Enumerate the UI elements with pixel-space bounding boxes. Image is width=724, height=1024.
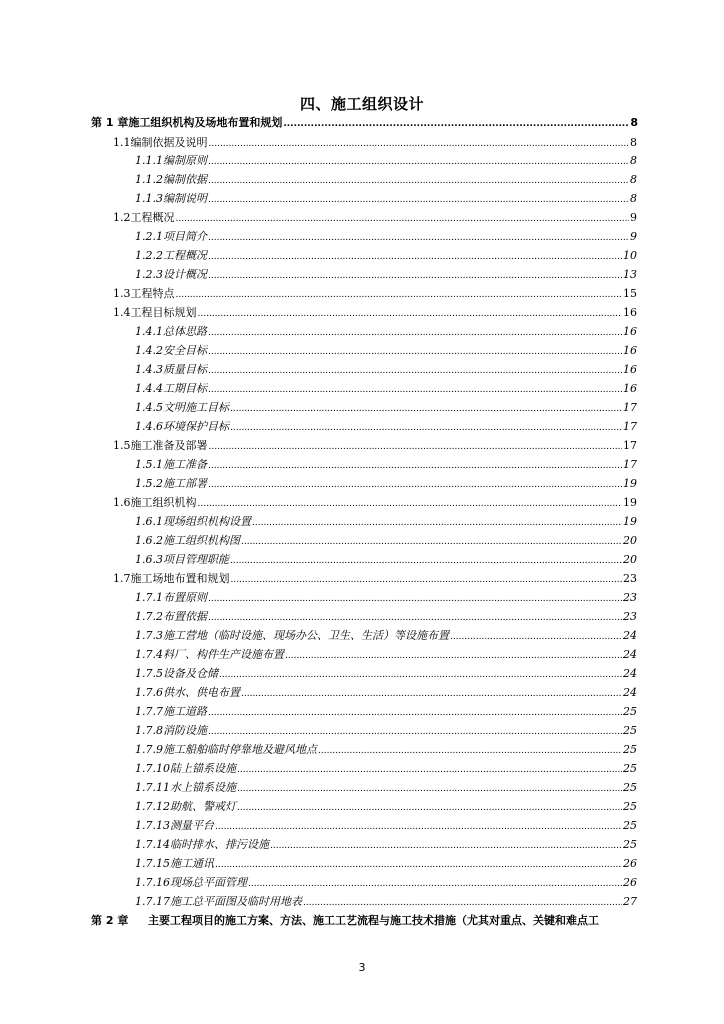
- toc-number: 1.6.3: [135, 553, 163, 566]
- toc-title: 施工准备及部署: [130, 439, 208, 452]
- toc-number: 1.7.6: [135, 686, 163, 699]
- toc-chapter-1[interactable]: [91, 113, 638, 132]
- toc-subsection-1-7-3[interactable]: [135, 626, 637, 645]
- toc-page-number: 26: [623, 876, 637, 889]
- toc-title: 总体思路: [163, 325, 207, 338]
- toc-subsection-1-7-8[interactable]: [135, 721, 637, 740]
- toc-title: 主要工程项目的施工方案、方法、施工工艺流程与施工技术措施（尤其对重点、关键和难点工: [148, 914, 599, 927]
- toc-subsection-1-7-6[interactable]: [135, 683, 637, 702]
- page-title: 四、施工组织设计: [299, 95, 424, 113]
- toc-title: 施工准备: [163, 458, 207, 471]
- toc-section-1-4[interactable]: [113, 303, 637, 322]
- toc-page-number: 23: [623, 572, 637, 585]
- toc-subsection-1-7-10[interactable]: [135, 759, 637, 778]
- toc-page-number: 8: [630, 116, 638, 129]
- toc-number: 1.4.1: [135, 325, 163, 338]
- toc-number: 1.7.17: [135, 895, 170, 908]
- toc-title: 施工部署: [163, 477, 207, 490]
- toc-subsection-1-7-9[interactable]: [135, 740, 637, 759]
- toc-page-number: 8: [630, 136, 637, 149]
- toc-page-number: 25: [623, 743, 637, 756]
- toc-subsection-1-7-17[interactable]: [135, 892, 637, 911]
- toc-title: 施工船舶临时停靠地及避风地点: [163, 743, 317, 756]
- toc-number: 1.6.1: [135, 515, 163, 528]
- toc-number: 1.3: [113, 287, 131, 300]
- toc-page-number: 25: [623, 781, 637, 794]
- toc-subsection-1-4-4[interactable]: [135, 379, 637, 398]
- toc-title: 编制原则: [163, 154, 207, 167]
- toc-page-number: 8: [630, 173, 637, 186]
- toc-number: 1.7.1: [135, 591, 163, 604]
- toc-number: 1.1.3: [135, 192, 163, 205]
- toc-page-number: 9: [630, 230, 637, 243]
- toc-number: 1.1.1: [135, 154, 163, 167]
- toc-section-1-5[interactable]: [113, 436, 637, 455]
- toc-title: 水上锚系设施: [170, 781, 236, 794]
- toc-number: 1.1: [113, 136, 131, 149]
- toc-number: 1.7.2: [135, 610, 163, 623]
- toc-page-number: 17: [623, 420, 637, 433]
- toc-section-1-6[interactable]: [113, 493, 637, 512]
- toc-title: 编制依据: [163, 173, 207, 186]
- toc-subsection-1-7-15[interactable]: [135, 854, 637, 873]
- toc-title: 布置原则: [163, 591, 207, 604]
- toc-title: 编制依据及说明: [130, 136, 208, 149]
- toc-chapter-2[interactable]: [91, 911, 638, 930]
- dot-leader: [208, 474, 622, 493]
- toc-number: 1.5.2: [135, 477, 163, 490]
- toc-number: 1.7.8: [135, 724, 163, 737]
- toc-title: 现场组织机构设置: [163, 515, 251, 528]
- toc-number: 1.4.3: [135, 363, 163, 376]
- toc-number: 1.6: [113, 496, 131, 509]
- toc-title: 消防设施: [163, 724, 207, 737]
- toc-page-number: 25: [623, 762, 637, 775]
- toc-title: 施工道路: [163, 705, 207, 718]
- toc-subsection-1-4-2[interactable]: [135, 341, 637, 360]
- toc-page-number: 19: [623, 496, 637, 509]
- toc-title: 项目管理职能: [163, 553, 229, 566]
- dot-leader: [209, 436, 623, 455]
- dot-leader: [208, 151, 629, 170]
- toc-number: 1.4.5: [135, 401, 163, 414]
- toc-section-1-2[interactable]: [113, 208, 637, 227]
- dot-leader: [219, 664, 622, 683]
- toc-title: 工程特点: [130, 287, 175, 300]
- toc-title: 施工组织机构及场地布置和规划: [128, 116, 283, 129]
- toc-number: 1.2.2: [135, 249, 163, 262]
- dot-leader: [208, 341, 622, 360]
- dot-leader: [208, 265, 622, 284]
- toc-number: 第 1 章: [91, 116, 129, 129]
- toc-subsection-1-1-1[interactable]: [135, 151, 637, 170]
- toc-title: 测量平台: [170, 819, 214, 832]
- toc-subsection-1-2-2[interactable]: [135, 246, 637, 265]
- toc-subsection-1-1-2[interactable]: [135, 170, 637, 189]
- dot-leader: [248, 873, 622, 892]
- toc-number: 1.4.6: [135, 420, 163, 433]
- toc-title: 项目简介: [163, 230, 207, 243]
- dot-leader: [237, 759, 622, 778]
- toc-subsection-1-7-16[interactable]: [135, 873, 637, 892]
- toc-page-number: 10: [623, 249, 637, 262]
- toc-title: 临时排水、排污设施: [170, 838, 269, 851]
- dot-leader: [230, 550, 622, 569]
- toc-number: 1.7.3: [135, 629, 163, 642]
- toc-subsection-1-6-2[interactable]: [135, 531, 637, 550]
- dot-leader: [237, 797, 622, 816]
- toc-page-number: 16: [623, 344, 637, 357]
- toc-page-number: 25: [623, 724, 637, 737]
- toc-title: 文明施工目标: [163, 401, 229, 414]
- toc-subsection-1-7-2[interactable]: [135, 607, 637, 626]
- toc-subsection-1-7-13[interactable]: [135, 816, 637, 835]
- toc-number: 1.5: [113, 439, 131, 452]
- toc-subsection-1-4-1[interactable]: [135, 322, 637, 341]
- dot-leader: [198, 493, 623, 512]
- toc-subsection-1-7-7[interactable]: [135, 702, 637, 721]
- toc-number: 1.2: [113, 211, 131, 224]
- dot-leader: [208, 702, 622, 721]
- toc-subsection-1-7-11[interactable]: [135, 778, 637, 797]
- toc-title: 施工总平面图及临时用地表: [170, 895, 302, 908]
- toc-page-number: 9: [630, 211, 637, 224]
- dot-leader: [215, 816, 622, 835]
- toc-page-number: 16: [623, 325, 637, 338]
- toc-number: 第 2 章: [91, 914, 129, 927]
- toc-subsection-1-6-3[interactable]: [135, 550, 637, 569]
- toc-section-1-1[interactable]: [113, 133, 637, 152]
- toc-title: 供水、供电布置: [163, 686, 240, 699]
- toc-subsection-1-2-3[interactable]: [135, 265, 637, 284]
- toc-page-number: 20: [623, 534, 637, 547]
- toc-title: 施工组织机构图: [163, 534, 240, 547]
- dot-leader: [208, 588, 622, 607]
- toc-number: 1.4.4: [135, 382, 163, 395]
- toc-title: 施工通讯: [170, 857, 214, 870]
- dot-leader: [230, 417, 622, 436]
- toc-title: 施工场地布置和规划: [130, 572, 230, 585]
- dot-leader: [283, 113, 629, 132]
- dot-leader: [208, 455, 622, 474]
- toc-page-number: 20: [623, 553, 637, 566]
- toc-title: 现场总平面管理: [170, 876, 247, 889]
- toc-page-number: 25: [623, 705, 637, 718]
- dot-leader: [241, 531, 622, 550]
- toc-title: 安全目标: [163, 344, 207, 357]
- toc-subsection-1-4-3[interactable]: [135, 360, 637, 379]
- toc-subsection-1-2-1[interactable]: [135, 227, 637, 246]
- toc-title: 质量目标: [163, 363, 207, 376]
- toc-title: 设计概况: [163, 268, 207, 281]
- toc-page-number: 25: [623, 800, 637, 813]
- toc-page-number: 16: [623, 363, 637, 376]
- toc-number: 1.7.12: [135, 800, 170, 813]
- toc-page-number: 8: [630, 154, 637, 167]
- dot-leader: [270, 835, 622, 854]
- toc-title: 编制说明: [163, 192, 207, 205]
- toc-subsection-1-1-3[interactable]: [135, 189, 637, 208]
- toc-page-number: 16: [623, 382, 637, 395]
- dot-leader: [208, 246, 622, 265]
- toc-page-number: 16: [623, 306, 637, 319]
- toc-title: 工期目标: [163, 382, 207, 395]
- dot-leader: [303, 892, 622, 911]
- toc-number: 1.6.2: [135, 534, 163, 547]
- toc-subsection-1-4-5[interactable]: [135, 398, 637, 417]
- toc-page-number: 24: [623, 629, 637, 642]
- toc-page-number: 19: [623, 477, 637, 490]
- toc-subsection-1-7-5[interactable]: [135, 664, 637, 683]
- toc-title: 陆上锚系设施: [170, 762, 236, 775]
- dot-leader: [230, 398, 622, 417]
- dot-leader: [285, 645, 622, 664]
- toc-subsection-1-6-1[interactable]: [135, 512, 637, 531]
- dot-leader: [208, 189, 629, 208]
- toc-number: 1.7.10: [135, 762, 170, 775]
- dot-leader: [198, 303, 623, 322]
- toc-number: 1.5.1: [135, 458, 163, 471]
- toc-number: 1.7.11: [135, 781, 170, 794]
- dot-leader: [237, 778, 622, 797]
- toc-page-number: 8: [630, 192, 637, 205]
- dot-leader: [241, 683, 622, 702]
- toc-title: 设备及仓储: [163, 667, 218, 680]
- toc-title: 施工营地（临时设施、现场办公、卫生、生活）等设施布置: [163, 629, 449, 642]
- toc-page-number: 19: [623, 515, 637, 528]
- dot-leader: [252, 512, 622, 531]
- toc-page-number: 26: [623, 857, 637, 870]
- toc-number: 1.7.16: [135, 876, 170, 889]
- page-number: 3: [358, 961, 366, 974]
- toc-number: 1.2.3: [135, 268, 163, 281]
- toc-title: 工程目标规划: [130, 306, 197, 319]
- dot-leader: [215, 854, 622, 873]
- dot-leader: [176, 284, 623, 303]
- toc-page-number: 17: [623, 401, 637, 414]
- toc-page-number: 23: [623, 610, 637, 623]
- toc-title: 工程概况: [130, 211, 175, 224]
- toc-number: 1.4: [113, 306, 131, 319]
- dot-leader: [208, 379, 622, 398]
- toc-page-number: 23: [623, 591, 637, 604]
- dot-leader: [208, 170, 629, 189]
- toc-subsection-1-7-1[interactable]: [135, 588, 637, 607]
- toc-title: 施工组织机构: [130, 496, 197, 509]
- toc-subsection-1-5-1[interactable]: [135, 455, 637, 474]
- toc-page-number: 17: [623, 458, 637, 471]
- toc-subsection-1-7-4[interactable]: [135, 645, 637, 664]
- dot-leader: [318, 740, 622, 759]
- toc-page-number: 24: [623, 648, 637, 661]
- toc-page-number: 24: [623, 667, 637, 680]
- dot-leader: [208, 322, 622, 341]
- toc-section-1-3[interactable]: [113, 284, 637, 303]
- toc-number: 1.7.4: [135, 648, 163, 661]
- dot-leader: [231, 569, 623, 588]
- dot-leader: [208, 227, 629, 246]
- toc-title: 助航、警戒灯: [170, 800, 236, 813]
- toc-subsection-1-7-12[interactable]: [135, 797, 637, 816]
- toc-subsection-1-5-2[interactable]: [135, 474, 637, 493]
- dot-leader: [208, 721, 622, 740]
- toc-title: 布置依据: [163, 610, 207, 623]
- toc-number: 1.7.7: [135, 705, 163, 718]
- toc-number: 1.7.14: [135, 838, 170, 851]
- toc-section-1-7[interactable]: [113, 569, 637, 588]
- toc-page-number: 13: [623, 268, 637, 281]
- dot-leader: [208, 607, 622, 626]
- toc-number: 1.2.1: [135, 230, 163, 243]
- toc-page-number: 17: [623, 439, 637, 452]
- toc-page-number: 24: [623, 686, 637, 699]
- toc-number: 1.7.5: [135, 667, 163, 680]
- toc-subsection-1-4-6[interactable]: [135, 417, 637, 436]
- toc-title: 料厂、构件生产设施布置: [163, 648, 284, 661]
- toc-page-number: 27: [623, 895, 637, 908]
- toc-page-number: 15: [623, 287, 637, 300]
- toc-subsection-1-7-14[interactable]: [135, 835, 637, 854]
- toc-number: 1.7.9: [135, 743, 163, 756]
- dot-leader: [176, 208, 630, 227]
- dot-leader: [208, 360, 622, 379]
- toc-number: 1.1.2: [135, 173, 163, 186]
- toc-page-number: 25: [623, 819, 637, 832]
- toc-number: 1.7.15: [135, 857, 170, 870]
- dot-leader: [450, 626, 622, 645]
- toc-page-number: 25: [623, 838, 637, 851]
- toc-number: 1.7: [113, 572, 131, 585]
- toc-number: 1.4.2: [135, 344, 163, 357]
- toc-title: 环境保护目标: [163, 420, 229, 433]
- dot-leader: [209, 133, 630, 152]
- toc-title: 工程概况: [163, 249, 207, 262]
- toc-number: 1.7.13: [135, 819, 170, 832]
